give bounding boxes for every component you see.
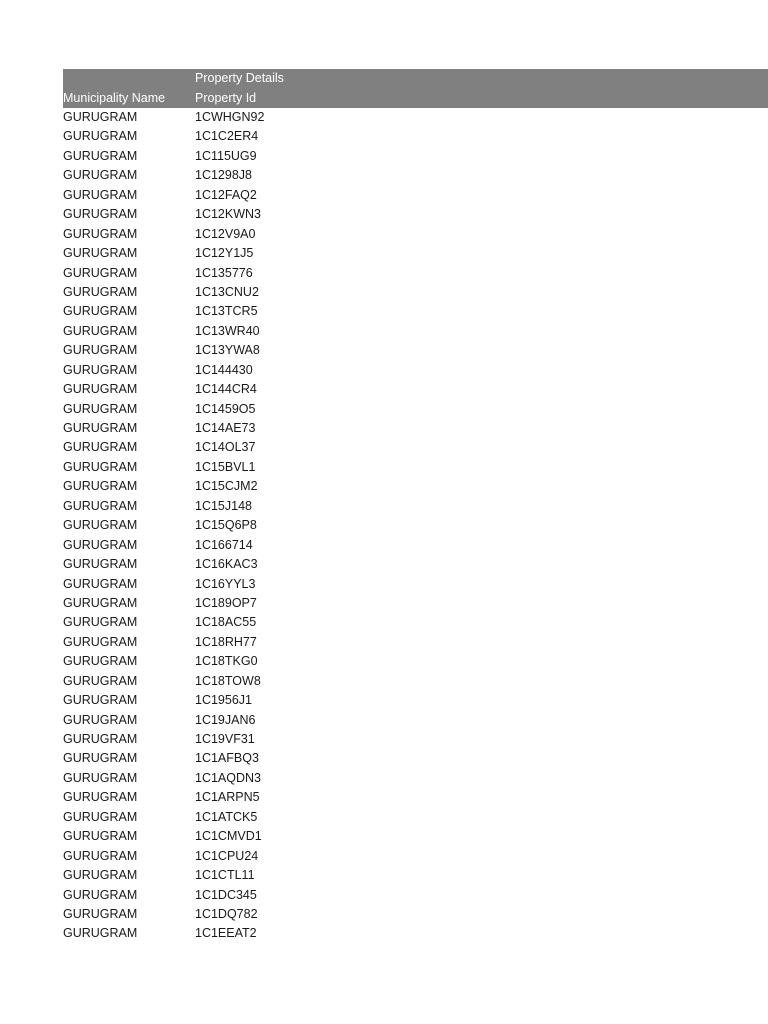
property-id-cell: 1C144430 <box>195 362 253 377</box>
table-row <box>63 691 768 710</box>
property-table <box>63 69 768 944</box>
property-id-cell: 1C1956J1 <box>195 693 252 708</box>
municipality-cell: GURUGRAM <box>63 906 138 921</box>
table-row <box>63 730 768 749</box>
municipality-cell: GURUGRAM <box>63 732 138 746</box>
table-row <box>63 458 768 477</box>
table-row <box>63 127 768 146</box>
municipality-cell: GURUGRAM <box>63 421 138 435</box>
table-row <box>63 205 768 224</box>
municipality-cell: GURUGRAM <box>63 110 138 124</box>
municipality-cell: GURUGRAM <box>63 479 138 494</box>
municipality-cell: GURUGRAM <box>63 265 138 280</box>
table-row <box>63 594 768 613</box>
table-row <box>63 886 768 905</box>
municipality-cell: GURUGRAM <box>63 148 138 163</box>
property-id-cell: 1C13TCR5 <box>195 304 258 319</box>
group-header-property-details: Property Details <box>195 71 284 85</box>
property-id-cell: 1C1CPU24 <box>195 848 259 863</box>
municipality-cell: GURUGRAM <box>63 382 138 397</box>
property-id-cell: 1C14OL37 <box>195 440 256 455</box>
property-id-cell: 1C12V9A0 <box>195 226 256 241</box>
property-id-cell: 1C16YYL3 <box>195 576 256 591</box>
property-id-cell: 1C15Q6P8 <box>195 518 257 533</box>
table-row <box>63 283 768 302</box>
property-id-cell: 1C12Y1J5 <box>195 246 254 261</box>
property-id-cell: 1C13YWA8 <box>195 343 260 358</box>
property-id-cell: 1C189OP7 <box>195 595 257 610</box>
municipality-cell: GURUGRAM <box>63 829 138 844</box>
municipality-cell: GURUGRAM <box>63 868 138 883</box>
municipality-cell: GURUGRAM <box>63 207 138 222</box>
table-row <box>63 652 768 671</box>
table-row <box>63 264 768 283</box>
table-body <box>63 108 768 944</box>
table-row <box>63 147 768 166</box>
table-row <box>63 419 768 438</box>
municipality-cell: GURUGRAM <box>63 459 138 474</box>
municipality-cell: GURUGRAM <box>63 304 138 319</box>
property-id-cell: 1C13CNU2 <box>195 284 259 299</box>
table-row <box>63 847 768 866</box>
table-row <box>63 633 768 652</box>
table-row <box>63 613 768 632</box>
municipality-cell: GURUGRAM <box>63 362 138 377</box>
property-id-cell: 1C13WR40 <box>195 323 260 338</box>
property-id-cell: 1C1AFBQ3 <box>195 751 259 766</box>
property-id-cell: 1C15J148 <box>195 498 252 513</box>
property-id-cell: 1CWHGN92 <box>195 110 265 124</box>
table-row <box>63 380 768 399</box>
property-id-cell: 1C135776 <box>195 265 253 280</box>
municipality-cell: GURUGRAM <box>63 323 138 338</box>
municipality-cell: GURUGRAM <box>63 770 138 785</box>
municipality-cell: GURUGRAM <box>63 654 138 669</box>
table-row <box>63 438 768 457</box>
table-row <box>63 516 768 535</box>
municipality-cell: GURUGRAM <box>63 518 138 533</box>
property-id-cell: 1C19VF31 <box>195 732 255 746</box>
property-id-cell: 1C1C2ER4 <box>195 129 259 144</box>
municipality-cell: GURUGRAM <box>63 246 138 261</box>
property-id-cell: 1C15CJM2 <box>195 479 258 494</box>
table-row <box>63 341 768 360</box>
table-row <box>63 769 768 788</box>
table-row <box>63 225 768 244</box>
table-row <box>63 497 768 516</box>
municipality-cell: GURUGRAM <box>63 187 138 202</box>
table-row <box>63 924 768 943</box>
municipality-cell: GURUGRAM <box>63 498 138 513</box>
property-id-cell: 1C14AE73 <box>195 421 256 435</box>
municipality-cell: GURUGRAM <box>63 401 138 416</box>
table-row <box>63 536 768 555</box>
property-id-cell: 1C1459O5 <box>195 401 256 416</box>
property-id-cell: 1C18RH77 <box>195 634 257 649</box>
property-id-cell: 1C16KAC3 <box>195 557 258 572</box>
table-row <box>63 672 768 691</box>
table-row <box>63 711 768 730</box>
municipality-cell: GURUGRAM <box>63 343 138 358</box>
table-row <box>63 361 768 380</box>
table-row <box>63 555 768 574</box>
property-id-cell: 1C115UG9 <box>195 148 257 163</box>
column-header-property-id: Property Id <box>195 91 257 105</box>
table-row <box>63 302 768 321</box>
municipality-cell: GURUGRAM <box>63 595 138 610</box>
column-header-municipality-name: Municipality Name <box>63 91 166 105</box>
municipality-cell: GURUGRAM <box>63 226 138 241</box>
property-id-cell: 1C1DC345 <box>195 887 257 902</box>
municipality-cell: GURUGRAM <box>63 634 138 649</box>
municipality-cell: GURUGRAM <box>63 576 138 591</box>
property-id-cell: 1C18TKG0 <box>195 654 258 669</box>
municipality-cell: GURUGRAM <box>63 693 138 708</box>
property-id-cell: 1C1ARPN5 <box>195 790 260 805</box>
municipality-cell: GURUGRAM <box>63 615 138 630</box>
property-id-cell: 1C12FAQ2 <box>195 187 257 202</box>
table-row <box>63 749 768 768</box>
table-row <box>63 866 768 885</box>
property-id-cell: 1C19JAN6 <box>195 712 256 727</box>
property-id-cell: 1C18TOW8 <box>195 673 261 688</box>
table-row <box>63 322 768 341</box>
municipality-cell: GURUGRAM <box>63 284 138 299</box>
property-id-cell: 1C12KWN3 <box>195 207 261 222</box>
municipality-cell: GURUGRAM <box>63 926 138 941</box>
property-id-cell: 1C144CR4 <box>195 382 257 397</box>
table-row <box>63 575 768 594</box>
table-row <box>63 477 768 496</box>
municipality-cell: GURUGRAM <box>63 712 138 727</box>
table-row <box>63 905 768 924</box>
municipality-cell: GURUGRAM <box>63 537 138 552</box>
table-row <box>63 788 768 807</box>
table-row <box>63 808 768 827</box>
table-row <box>63 186 768 205</box>
table-header <box>63 69 768 108</box>
property-id-cell: 1C15BVL1 <box>195 459 256 474</box>
property-id-cell: 1C18AC55 <box>195 615 257 630</box>
property-id-cell: 1C1AQDN3 <box>195 770 261 785</box>
property-id-cell: 1C1CTL11 <box>195 868 255 883</box>
table-row <box>63 108 768 127</box>
table-row <box>63 400 768 419</box>
municipality-cell: GURUGRAM <box>63 887 138 902</box>
property-id-cell: 1C166714 <box>195 537 253 552</box>
municipality-cell: GURUGRAM <box>63 168 138 183</box>
municipality-cell: GURUGRAM <box>63 129 138 144</box>
municipality-cell: GURUGRAM <box>63 848 138 863</box>
property-id-cell: 1C1298J8 <box>195 168 252 183</box>
municipality-cell: GURUGRAM <box>63 751 138 766</box>
table-row <box>63 166 768 185</box>
municipality-cell: GURUGRAM <box>63 440 138 455</box>
municipality-cell: GURUGRAM <box>63 809 138 824</box>
municipality-cell: GURUGRAM <box>63 673 138 688</box>
property-id-cell: 1C1ATCK5 <box>195 809 258 824</box>
property-id-cell: 1C1CMVD1 <box>195 829 262 844</box>
municipality-cell: GURUGRAM <box>63 557 138 572</box>
table-row <box>63 244 768 263</box>
municipality-cell: GURUGRAM <box>63 790 138 805</box>
property-id-cell: 1C1DQ782 <box>195 906 258 921</box>
property-id-cell: 1C1EEAT2 <box>195 926 257 941</box>
table-row <box>63 827 768 846</box>
